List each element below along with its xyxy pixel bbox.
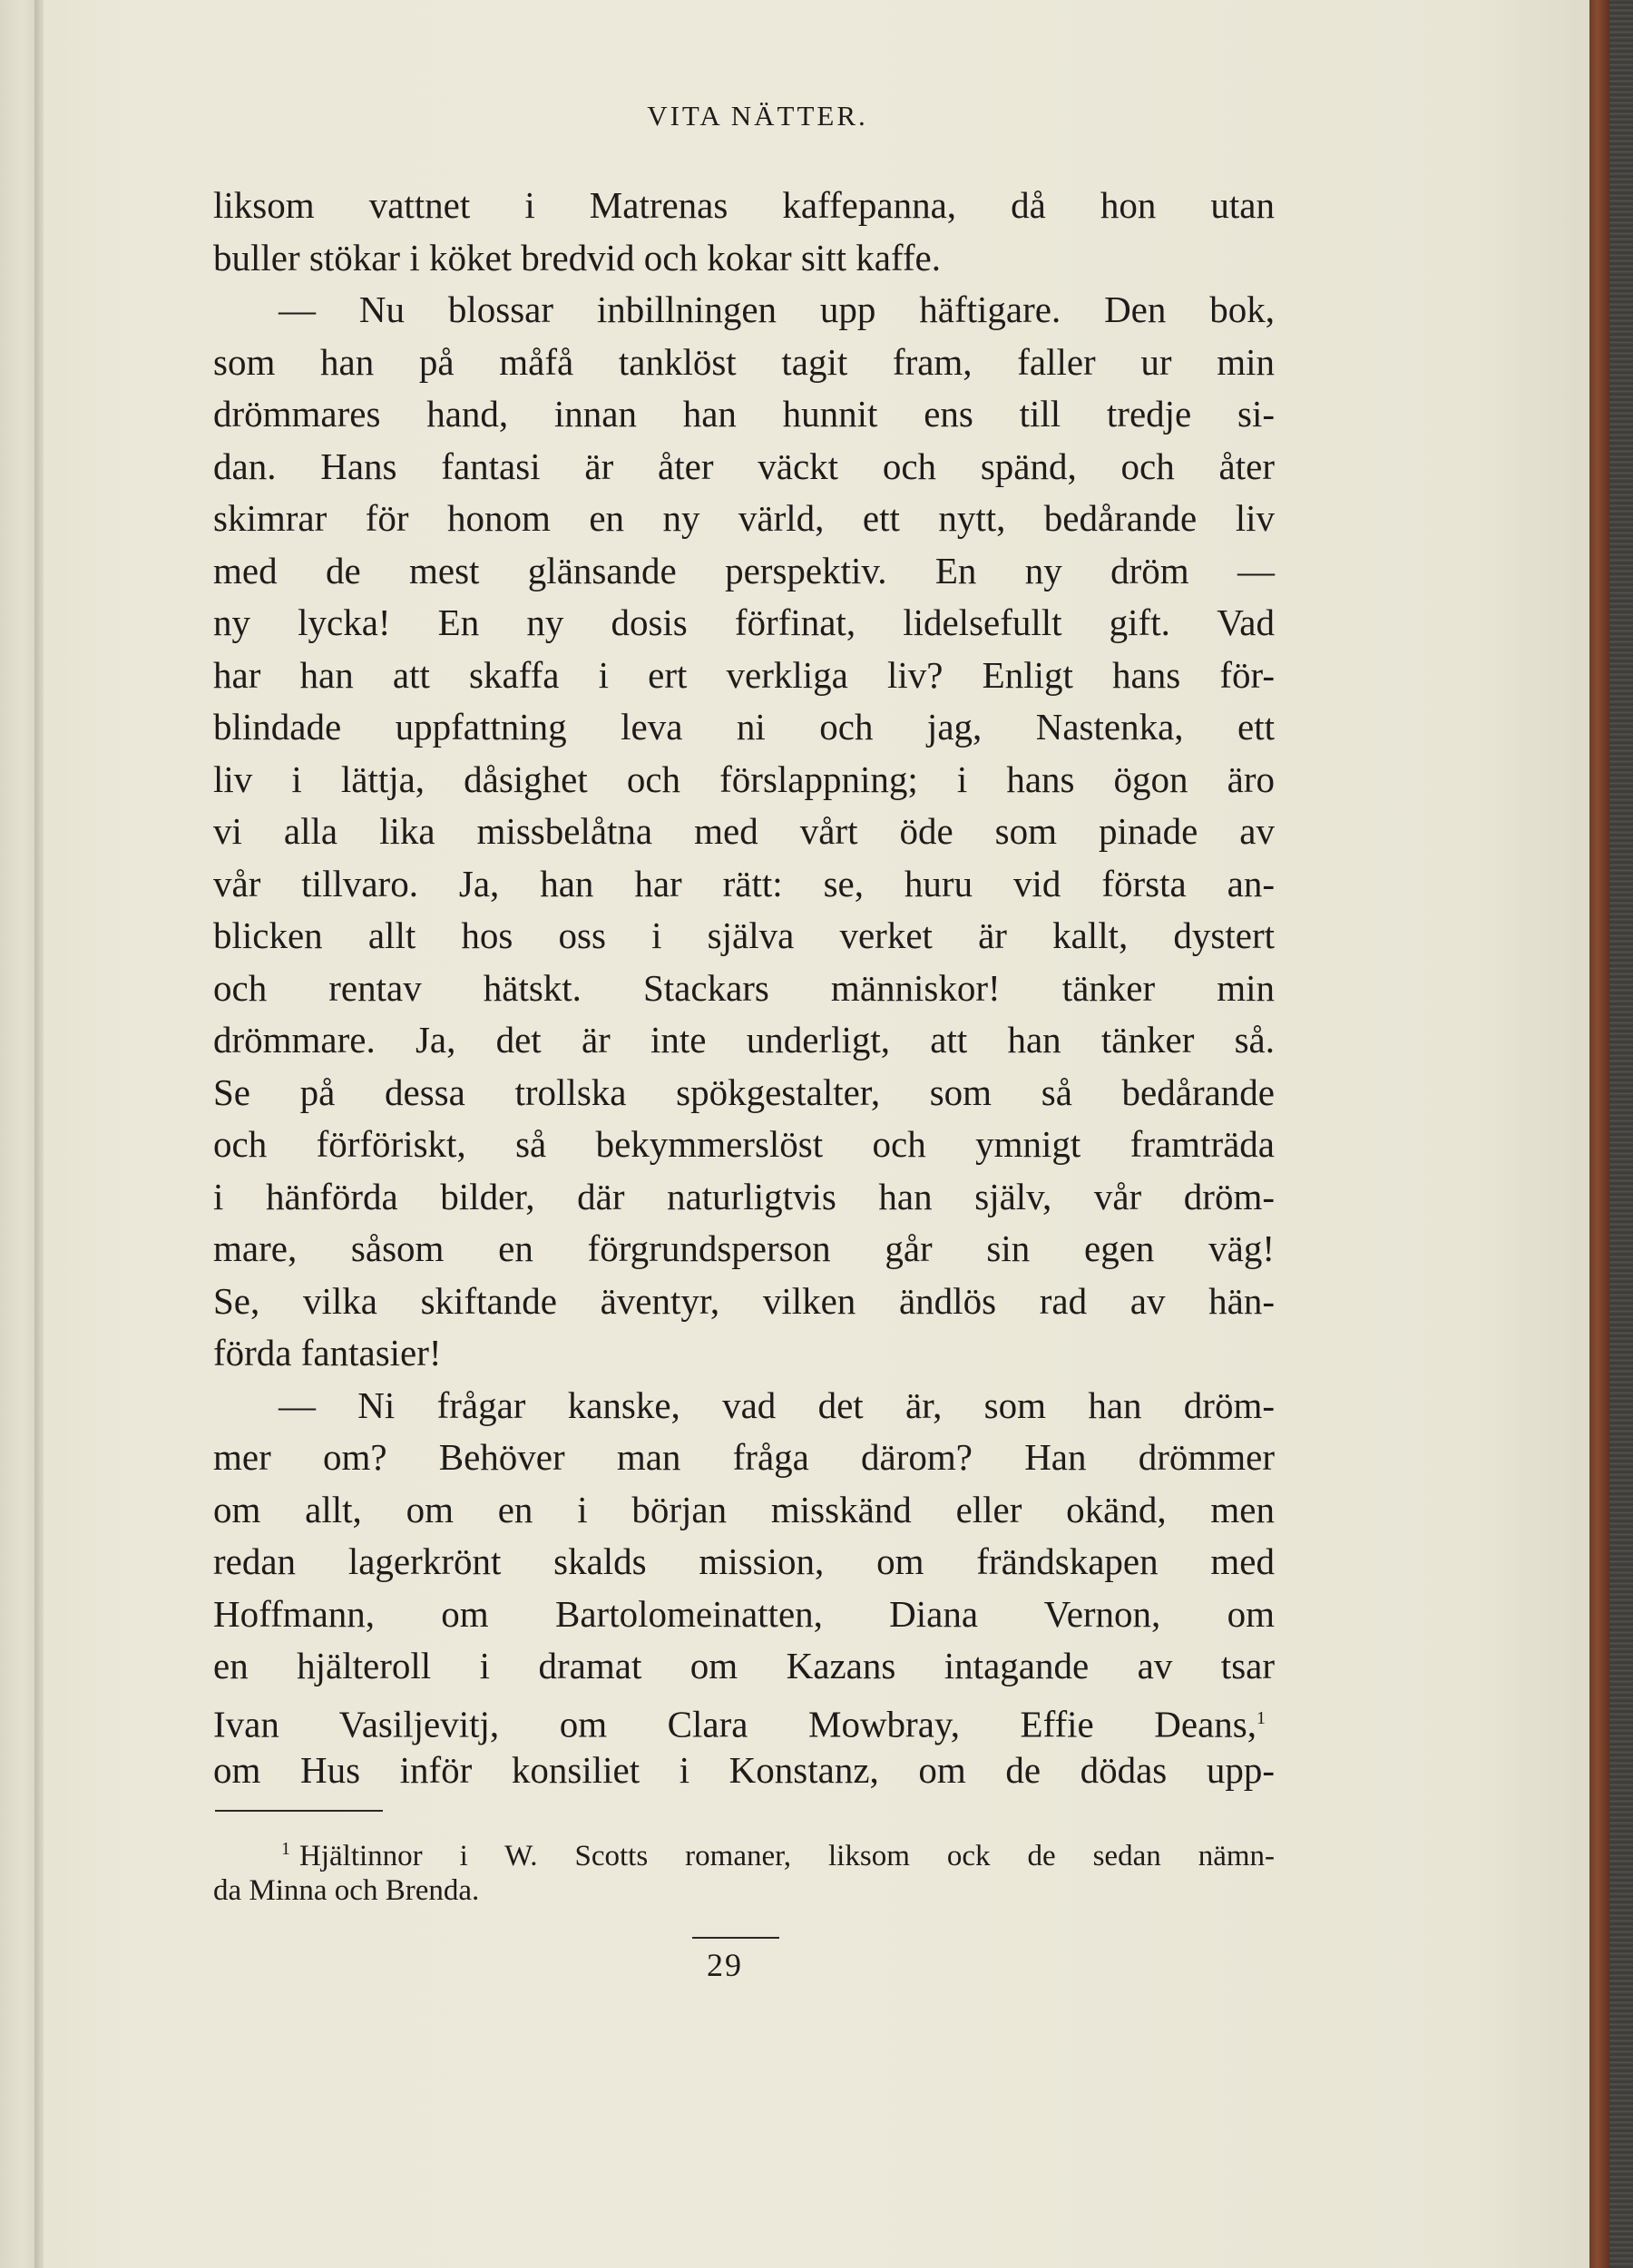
body-line: liksom vattnet i Matrenas kaffepanna, då hon utan: [213, 184, 1275, 226]
body-line: ny lycka! En ny dosis förfinat, lidelsefullt gift. Vad: [213, 601, 1275, 643]
body-line: buller stökar i köket bredvid och kokar sitt kaffe.: [213, 236, 941, 279]
page-left-edge: [34, 0, 44, 2268]
body-line: har han att skaffa i ert verkliga liv? Enligt hans för-: [213, 653, 1275, 696]
body-text: [213, 180, 1275, 1797]
body-line: förda fantasier!: [213, 1332, 442, 1374]
body-line: och rentav hätskt. Stackars människor! tänker min: [213, 966, 1275, 1009]
body-line-with-footnote-ref: [213, 1693, 1275, 1745]
body-line: dan. Hans fantasi är åter väckt och spänd, och åter: [213, 445, 1275, 487]
page-number-rule: [692, 1937, 779, 1939]
body-line: redan lagerkrönt skalds mission, om frändskapen med: [213, 1540, 1275, 1582]
footnote-line: [213, 1832, 1275, 1873]
body-line-text: Ivan Vasiljevitj, om Clara Mowbray, Effie Deans,: [213, 1703, 1257, 1745]
body-line: liv i lättja, dåsighet och förslappning; i hans ögon äro: [213, 758, 1275, 800]
body-line: drömmares hand, innan han hunnit ens till tredje si-: [213, 393, 1275, 435]
body-line: Se, vilka skiftande äventyr, vilken ändlös rad av hän-: [213, 1279, 1275, 1322]
footnote-line: da Minna och Brenda.: [213, 1873, 480, 1907]
body-line: Se på dessa trollska spökgestalter, som så bedårande: [213, 1070, 1275, 1113]
body-line: mer om? Behöver man fråga därom? Han drömmer: [213, 1436, 1275, 1478]
body-line: Hoffmann, om Bartolomeinatten, Diana Vernon, om: [213, 1592, 1275, 1635]
body-line: — Ni frågar kanske, vad det är, som han dröm-: [279, 1383, 1275, 1426]
body-line: som han på måfå tanklöst tagit fram, faller ur min: [213, 340, 1275, 383]
book-spine-edge: [1589, 0, 1609, 2268]
footnote-separator-rule: [215, 1810, 383, 1812]
footnote-line-text: Hjältinnor i W. Scotts romaner, liksom ock de sedan nämn-: [299, 1839, 1275, 1872]
body-line: mare, såsom en förgrundsperson går sin egen väg!: [213, 1227, 1275, 1269]
body-line: skimrar för honom en ny värld, ett nytt, bedårande liv: [213, 497, 1275, 539]
body-line: — Nu blossar inbillningen upp häftigare. Den bok,: [279, 288, 1275, 330]
page-number: 29: [707, 1946, 743, 1983]
footnote: [213, 1832, 1275, 1908]
text-block: [213, 100, 1275, 1984]
body-line: i hänförda bilder, där naturligtvis han själv, vår dröm-: [213, 1175, 1275, 1217]
body-line: med de mest glänsande perspektiv. En ny dröm —: [213, 549, 1275, 591]
footnote-reference-mark: 1: [1257, 1707, 1266, 1728]
body-line: blicken allt hos oss i själva verket är kallt, dystert: [213, 914, 1275, 956]
footnote-mark: 1: [281, 1838, 290, 1859]
body-line: drömmare. Ja, det är inte underligt, att han tänker så.: [213, 1019, 1275, 1061]
body-line: om Hus inför konsiliet i Konstanz, om de dödas upp-: [213, 1749, 1275, 1791]
book-cover-edge: [1609, 0, 1633, 2268]
body-line: en hjälteroll i dramat om Kazans intagande av tsar: [213, 1645, 1275, 1686]
body-line: och förföriskt, så bekymmerslöst och ymnigt framträda: [213, 1123, 1275, 1165]
body-line: blindade uppfattning leva ni och jag, Nastenka, ett: [213, 706, 1275, 748]
running-head: VITA NÄTTER.: [647, 100, 868, 132]
body-line: vi alla lika missbelåtna med vårt öde som pinade av: [213, 810, 1275, 852]
body-line: vår tillvaro. Ja, han har rätt: se, huru vid första an-: [213, 862, 1275, 904]
body-line: om allt, om en i början misskänd eller okänd, men: [213, 1488, 1275, 1530]
